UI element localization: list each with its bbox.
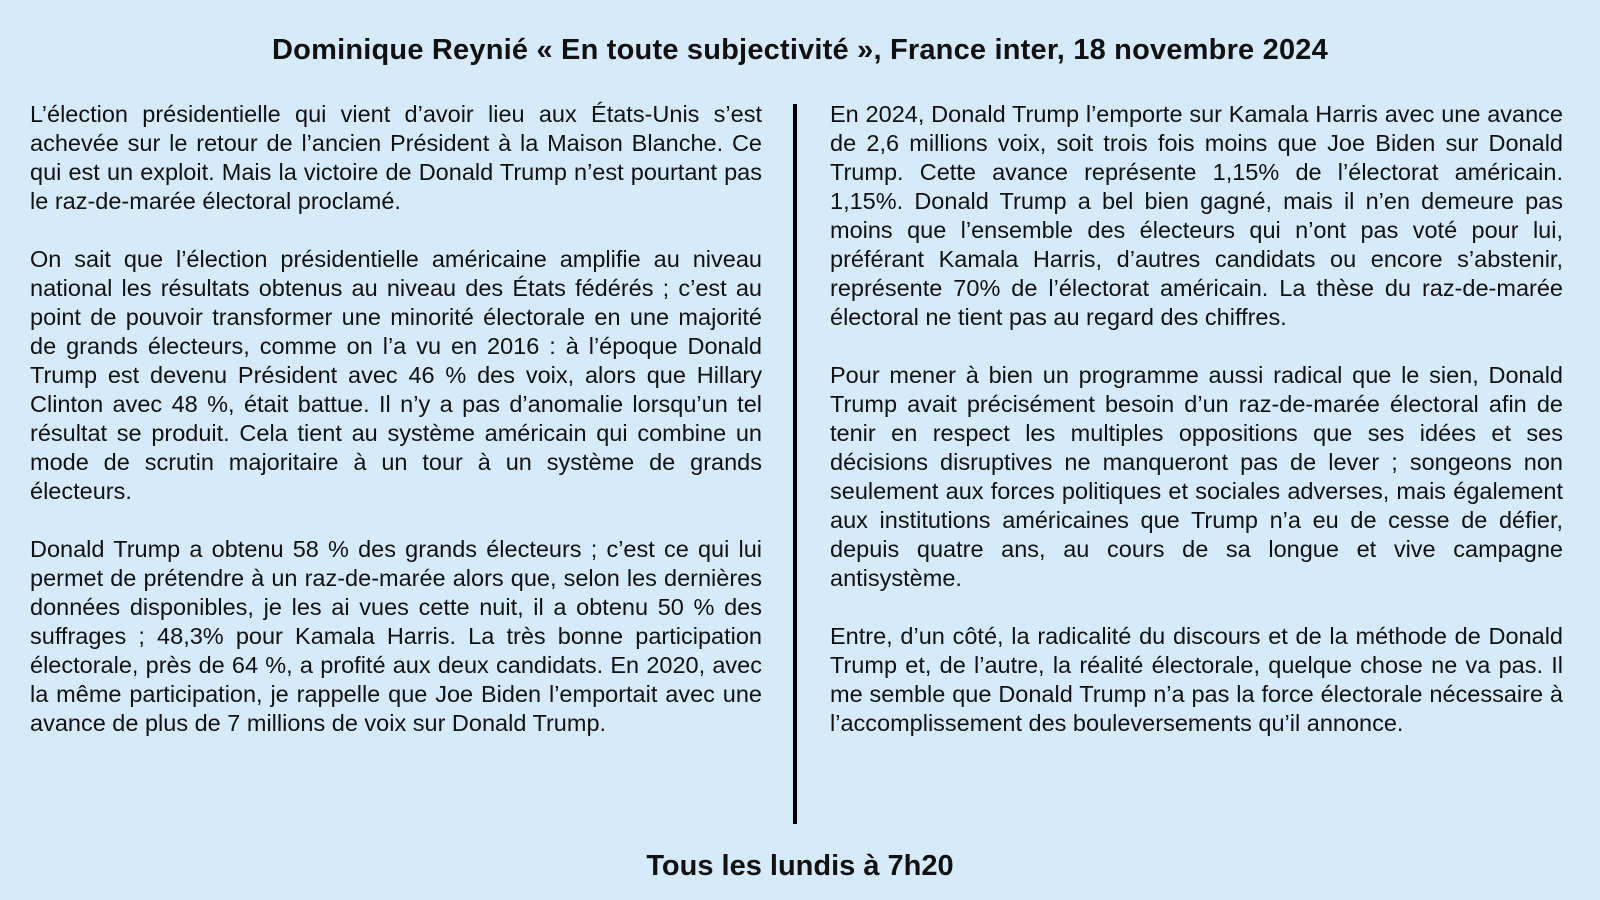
paragraph: En 2024, Donald Trump l’emporte sur Kamala Harris avec une avance de 2,6 millions voix, soit trois fois moins que Joe Biden sur Donald Trump. Cette avance représente 1,15% de l’électorat américain. 1,15%. Donald Trump a bel bien gagné, mais il n’en demeure pas moins que l’ensemble des électeurs qui n’ont pas voté pour lui, préférant Kamala Harris, d’autres candidats ou encore s’abstenir, représente 70% de l’électorat américain. La thèse du raz-de-marée électoral ne tient pas au regard des chiffres.	[830, 101, 1563, 330]
page-title: Dominique Reynié « En toute subjectivité », France inter, 18 novembre 2024	[272, 34, 1328, 66]
paragraph: L’élection présidentielle qui vient d’avoir lieu aux États-Unis s’est achevée sur le retour de l’ancien Président à la Maison Blanche. Ce qui est un exploit. Mais la victoire de Donald Trump n’est pourtant pas le raz-de-marée électoral proclamé.	[30, 101, 762, 214]
paragraph: Entre, d’un côté, la radicalité du discours et de la méthode de Donald Trump et, de l’autre, la réalité électorale, quelque chose ne va pas. Il me semble que Donald Trump n’a pas la force électorale nécessaire à l’accomplissement des bouleversements qu’il annonce.	[830, 623, 1563, 736]
schedule-footer: Tous les lundis à 7h20	[646, 850, 954, 882]
paragraph: Donald Trump a obtenu 58 % des grands électeurs ; c’est ce qui lui permet de prétendre à un raz-de-marée alors que, selon les dernières données disponibles, je les ai vues cette nuit, il a obtenu 50 % des suffrages ; 48,3% pour Kamala Harris. La très bonne participation électorale, près de 64 %, a profité aux deux candidats. En 2020, avec la même participation, je rappelle que Joe Biden l’emportait avec une avance de plus de 7 millions de voix sur Donald Trump.	[30, 536, 762, 736]
paragraph: Pour mener à bien un programme aussi radical que le sien, Donald Trump avait précisément besoin d’un raz-de-marée électoral afin de tenir en respect les multiples oppositions que ses idées et ses décisions disruptives ne manqueront pas de lever ; songeons non seulement aux forces politiques et sociales adverses, mais également aux institutions américaines que Trump n’a eu de cesse de défier, depuis quatre ans, au cours de sa longue et vive campagne antisystème.	[830, 362, 1563, 591]
paragraph: On sait que l’élection présidentielle américaine amplifie au niveau national les résultats obtenus au niveau des États fédérés ; c’est au point de pouvoir transformer une minorité électorale en une majorité de grands électeurs, comme on l’a vu en 2016 : à l’époque Donald Trump est devenu Président avec 46 % des voix, alors que Hillary Clinton avec 48 %, était battue. Il n’y a pas d’anomalie lorsqu’un tel résultat se produit. Cela tient au système américain qui combine un mode de scrutin majoritaire à un tour à un système de grands électeurs.	[30, 246, 762, 504]
column-divider	[793, 104, 797, 824]
article-left-column	[30, 100, 762, 767]
article-right-column	[830, 100, 1563, 767]
